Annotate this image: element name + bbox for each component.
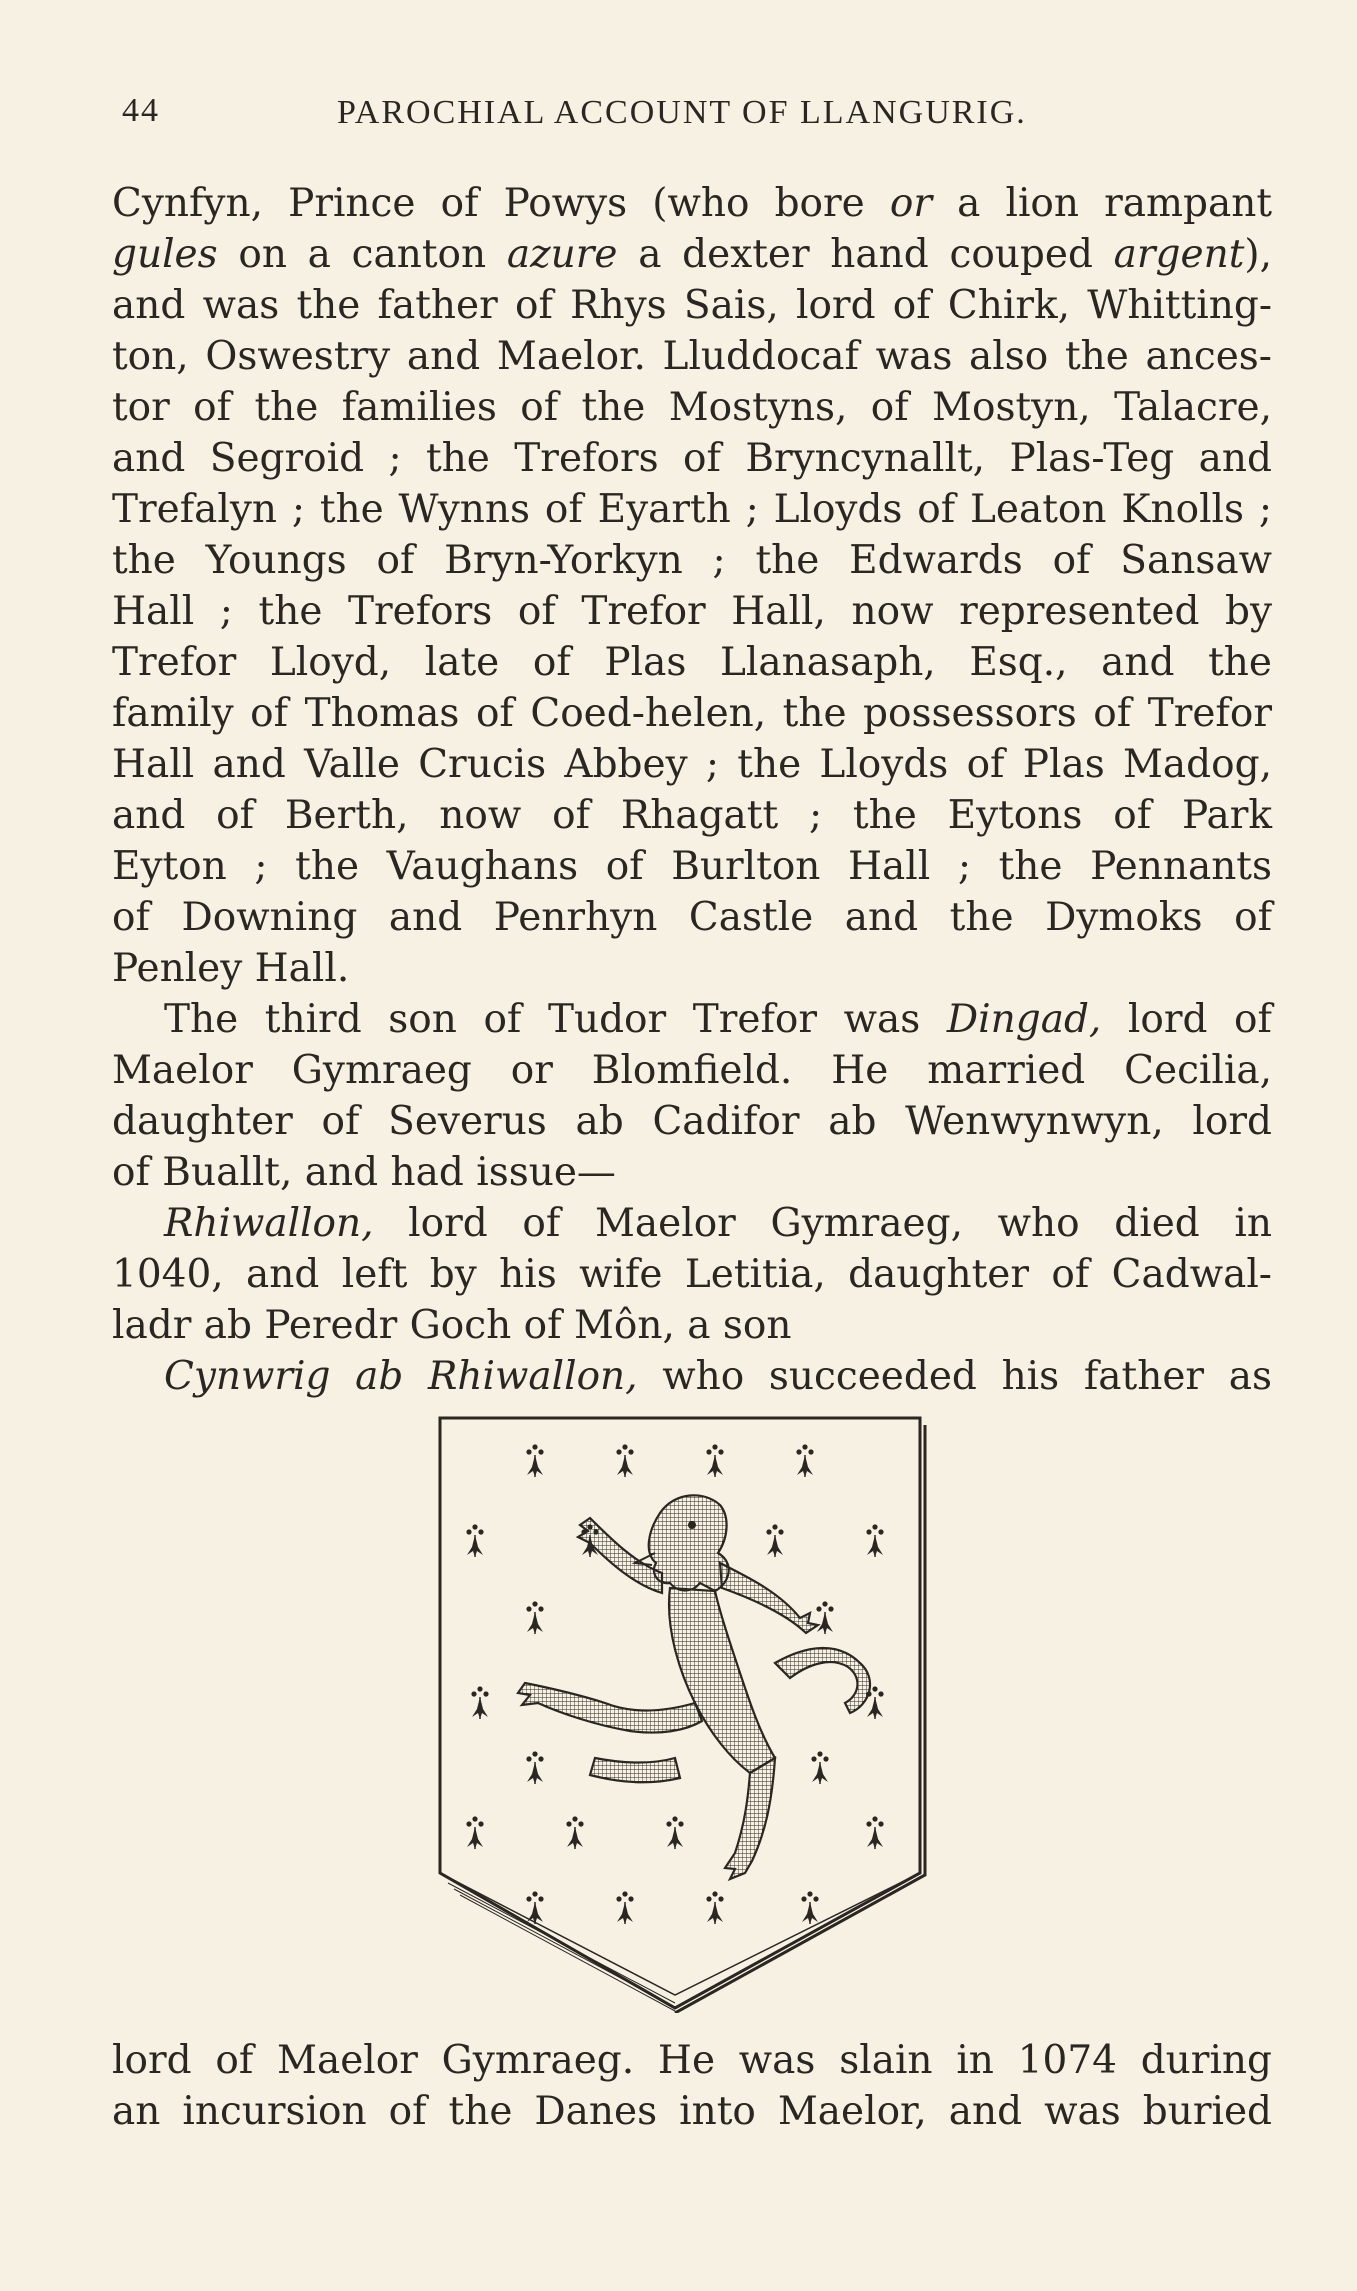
body-text-top	[112, 178, 1272, 1402]
paragraph-start: Rhiwallon, lord of Maelor Gymraeg, who died in	[164, 1201, 1272, 1246]
text-line: ton, Oswestry and Maelor. Lluddocaf was also the ances-	[112, 334, 1272, 379]
running-title: PAROCHIAL ACCOUNT OF LLANGURIG.	[337, 94, 1027, 131]
text-line: Hall and Valle Crucis Abbey ; the Lloyds of Plas Madog,	[112, 742, 1272, 787]
text-line: Cynfyn, Prince of Powys (who bore or a lion rampant	[112, 181, 1272, 226]
text-line: family of Thomas of Coed-helen, the possessors of Trefor	[112, 691, 1272, 736]
paragraph-start: The third son of Tudor Trefor was Dingad, lord of	[164, 997, 1272, 1042]
text-line: and Segroid ; the Trefors of Bryncynallt, Plas-Teg and	[112, 436, 1272, 481]
text-line: of Buallt, and had issue—	[112, 1150, 616, 1195]
text-line: daughter of Severus ab Cadifor ab Wenwynwyn, lord	[112, 1099, 1272, 1144]
text-line: 1040, and left by his wife Letitia, daughter of Cadwal-	[112, 1252, 1272, 1297]
body-text-bottom	[112, 2035, 1272, 2137]
text-line: tor of the families of the Mostyns, of Mostyn, Talacre,	[112, 385, 1272, 430]
text-line: Eyton ; the Vaughans of Burlton Hall ; the Pennants	[112, 844, 1272, 889]
coat-of-arms-figure	[430, 1413, 950, 2013]
text-line: of Downing and Penrhyn Castle and the Dymoks of	[112, 895, 1272, 940]
text-line: Penley Hall.	[112, 946, 350, 991]
running-header	[112, 92, 1272, 152]
paragraph-start: Cynwrig ab Rhiwallon, who succeeded his father as	[164, 1354, 1272, 1399]
text-line: the Youngs of Bryn-Yorkyn ; the Edwards of Sansaw	[112, 538, 1272, 583]
text-line: and of Berth, now of Rhagatt ; the Eytons of Park	[112, 793, 1272, 838]
text-line: gules on a canton azure a dexter hand couped argent),	[112, 232, 1272, 277]
text-line: ladr ab Peredr Goch of Môn, a son	[112, 1303, 792, 1348]
lion-rampant-icon	[518, 1495, 870, 1879]
text-line: Trefor Lloyd, late of Plas Llanasaph, Esq., and the	[112, 640, 1272, 685]
text-line: Trefalyn ; the Wynns of Eyarth ; Lloyds of Leaton Knolls ;	[112, 487, 1272, 532]
text-line: lord of Maelor Gymraeg. He was slain in 1074 during	[112, 2038, 1272, 2083]
text-line: Hall ; the Trefors of Trefor Hall, now represented by	[112, 589, 1272, 634]
text-line: an incursion of the Danes into Maelor, and was buried	[112, 2089, 1272, 2134]
text-line: and was the father of Rhys Sais, lord of Chirk, Whitting-	[112, 283, 1272, 328]
page-number: 44	[122, 92, 160, 129]
heraldic-shield-icon	[430, 1413, 950, 2013]
text-line: Maelor Gymraeg or Blomfield. He married Cecilia,	[112, 1048, 1272, 1093]
